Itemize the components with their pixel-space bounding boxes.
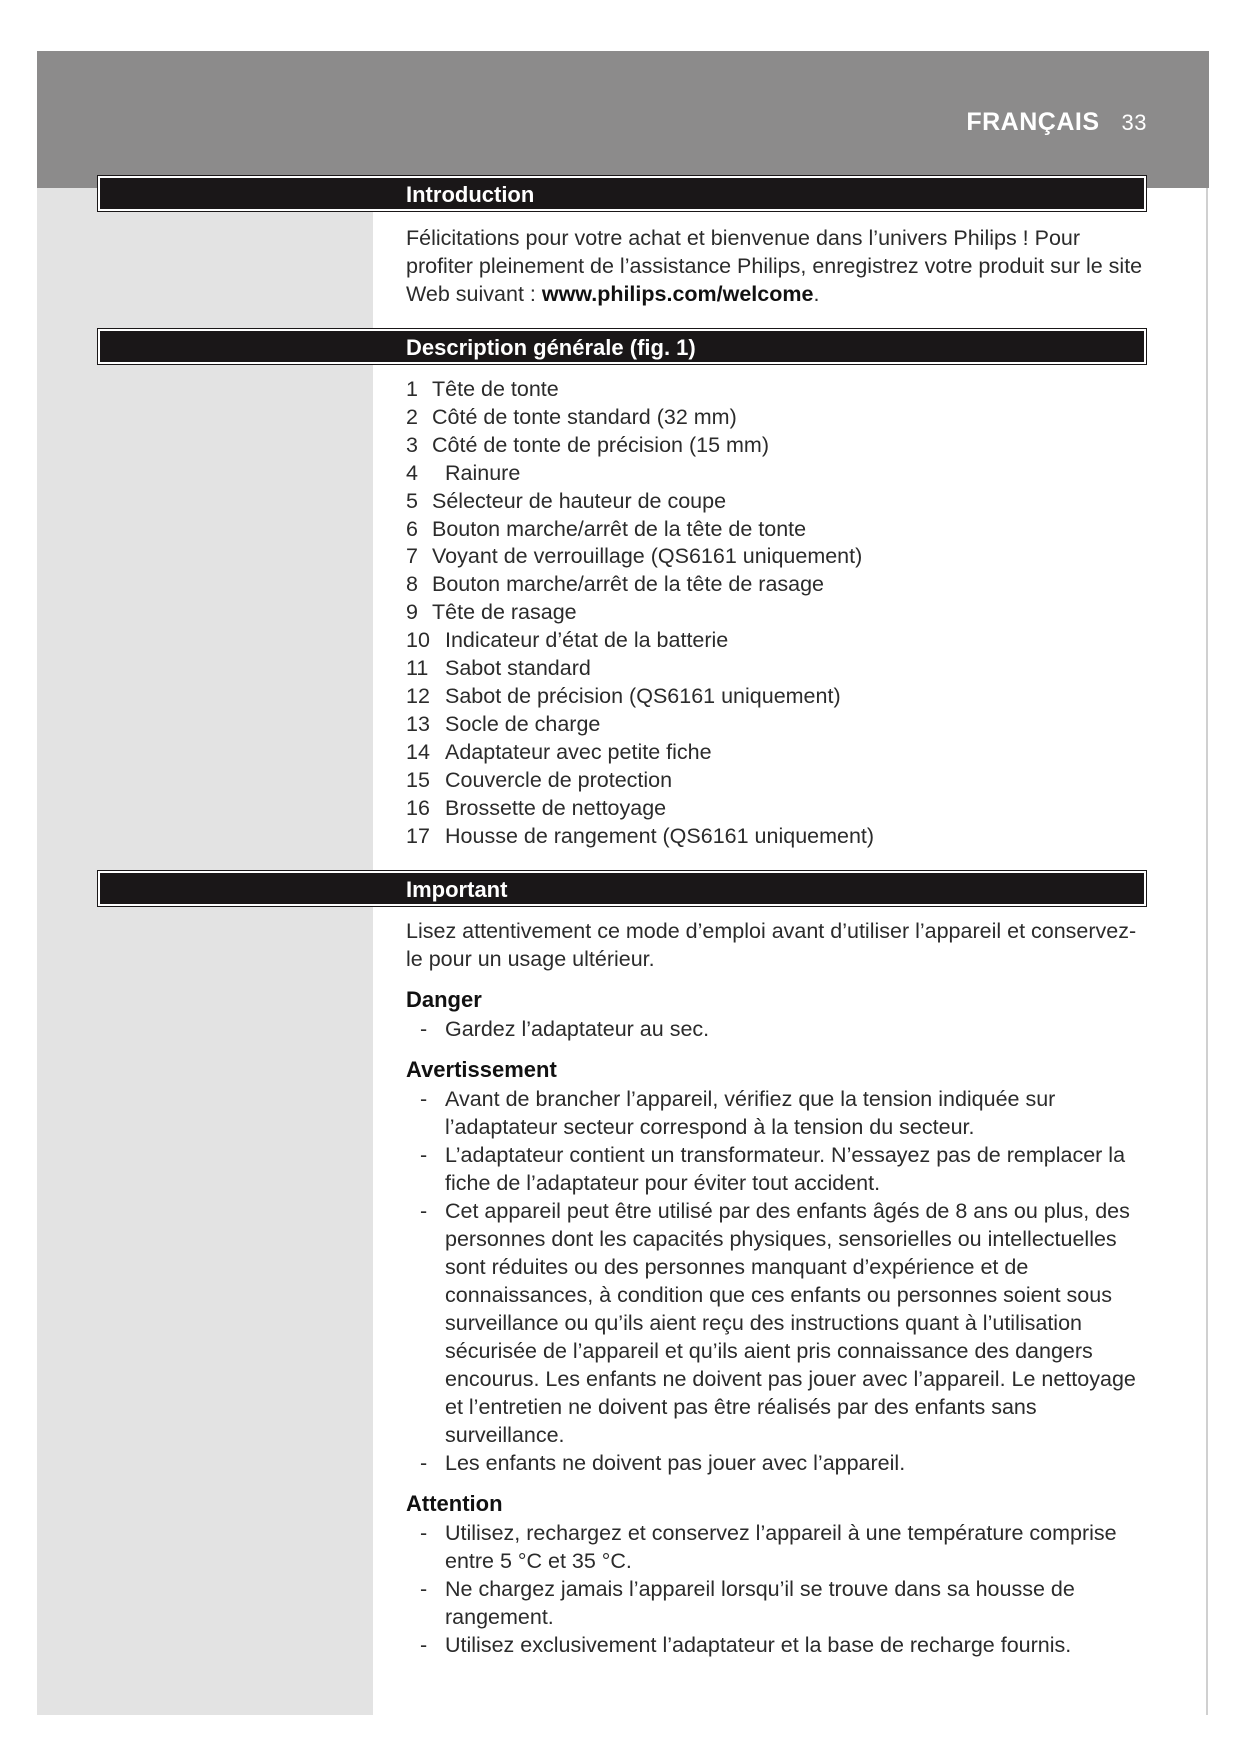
item-text: Voyant de verrouillage (QS6161 uniquement) (432, 544, 863, 569)
section-header-introduction (98, 176, 1146, 211)
list-item (406, 739, 1151, 767)
list-item: - Les enfants ne doivent pas jouer avec l’appareil. (406, 1449, 1151, 1477)
list-item: - L’adaptateur contient un transformateur. N’essayez pas de remplacer la fiche de l’adaptateur pour éviter tout accident. (406, 1141, 1151, 1197)
item-number: 9 (406, 600, 418, 625)
right-margin-rule (1206, 188, 1208, 1715)
section-title: Introduction (406, 182, 535, 207)
page-header (966, 108, 1147, 137)
list-item: - Gardez l’adaptateur au sec. (406, 1015, 1151, 1043)
list-item (406, 711, 1151, 739)
item-number: 2 (406, 404, 418, 429)
intro-text-end: . (813, 282, 820, 306)
page-number: 33 (1121, 110, 1147, 135)
item-text: Tête de tonte (432, 377, 559, 401)
caution-list (406, 1519, 1151, 1659)
item-text: Bouton marche/arrêt de la tête de tonte (432, 516, 807, 541)
item-number: 10 (406, 628, 430, 653)
warning-title: Avertissement (406, 1057, 557, 1082)
list-item: - Avant de brancher l’appareil, vérifiez que la tension indiquée sur l’adaptateur secteur correspond à la tension du secteur. (406, 1085, 1151, 1141)
item-text: Rainure (445, 460, 521, 485)
section-title: Important (406, 877, 508, 902)
item-text: Tête de rasage (432, 600, 577, 625)
item-number: 12 (406, 683, 430, 708)
item-number: 15 (406, 767, 430, 792)
danger-list (406, 1015, 1151, 1043)
item-text: Sélecteur de hauteur de coupe (432, 488, 727, 513)
list-item (406, 516, 1151, 544)
item-text: Sabot de précision (QS6161 uniquement) (445, 683, 841, 708)
language-label: FRANÇAIS (966, 108, 1100, 136)
item-number: 8 (406, 572, 418, 597)
list-item (406, 655, 1151, 683)
item-text: Côté de tonte standard (32 mm) (432, 404, 737, 429)
section-header-important (98, 871, 1146, 906)
list-item: - Utilisez exclusivement l’adaptateur et la base de recharge fournis. (406, 1631, 1151, 1659)
list-item (406, 823, 1151, 851)
left-margin-column (37, 188, 373, 1715)
item-number: 7 (406, 544, 418, 569)
important-section (406, 917, 1151, 1659)
list-item (406, 767, 1151, 795)
parts-list (406, 376, 1151, 850)
item-number: 16 (406, 795, 430, 820)
list-item (406, 460, 1151, 488)
list-item (406, 683, 1151, 711)
item-text: Indicateur d’état de la batterie (445, 628, 729, 653)
list-item (406, 404, 1151, 432)
list-item (406, 795, 1151, 823)
item-text: Côté de tonte de précision (15 mm) (432, 432, 769, 457)
list-item (406, 432, 1151, 460)
item-number: 6 (406, 516, 418, 541)
intro-section (406, 224, 1151, 308)
item-text: Brossette de nettoyage (445, 795, 667, 820)
item-text: Housse de rangement (QS6161 uniquement) (445, 823, 875, 848)
intro-paragraph (406, 224, 1151, 308)
item-text: Couvercle de protection (445, 767, 673, 792)
item-number: 17 (406, 823, 430, 848)
section-header-description (98, 329, 1146, 364)
section-title: Description générale (fig. 1) (406, 335, 696, 360)
list-item: - Utilisez, rechargez et conservez l’appareil à une température comprise entre 5 °C et 35 °C. (406, 1519, 1151, 1575)
item-number: 5 (406, 488, 418, 513)
list-item (406, 627, 1151, 655)
danger-title: Danger (406, 987, 482, 1012)
item-number: 11 (406, 656, 429, 681)
caution-title: Attention (406, 1491, 503, 1516)
item-number: 14 (406, 739, 430, 764)
item-number: 13 (406, 711, 430, 736)
warning-list (406, 1085, 1151, 1477)
list-item (406, 376, 1151, 404)
list-item (406, 543, 1151, 571)
list-item: - Ne chargez jamais l’appareil lorsqu’il se trouve dans sa housse de rangement. (406, 1575, 1151, 1631)
item-text: Adaptateur avec petite fiche (445, 739, 712, 764)
item-text: Bouton marche/arrêt de la tête de rasage (432, 572, 825, 597)
item-number: 4 (406, 460, 418, 485)
list-item (406, 488, 1151, 516)
item-text: Sabot standard (445, 656, 591, 681)
welcome-url: www.philips.com/welcome (541, 282, 814, 306)
important-intro: Lisez attentivement ce mode d’emploi avant d’utiliser l’appareil et conservez-le pour un usage ultérieur. (406, 919, 1137, 971)
item-number: 3 (406, 432, 418, 457)
intro-text: Félicitations pour votre achat et bienvenue dans l’univers Philips ! Pour profiter pleinement de l’assistance Philips, enregistrez votre produit sur le site Web suivant : (406, 226, 1143, 306)
description-section (406, 376, 1151, 850)
item-text: Socle de charge (445, 711, 601, 736)
item-number: 1 (406, 377, 418, 401)
list-item: - Cet appareil peut être utilisé par des enfants âgés de 8 ans ou plus, des personnes dont les capacités physiques, sensorielles ou intellectuelles sont réduites ou des personnes manquant d’expérience et de connaissances, à condition que ces enfants ou personnes soient sous surveillance ou qu’ils aient reçu des instructions quant à l’utilisation sécurisée de l’appareil et qu’ils aient pris connaissance des dangers encourus. Les enfants ne doivent pas jouer avec l’appareil. Le nettoyage et l’entretien ne doivent pas être réalisés par des enfants sans surveillance. (406, 1197, 1151, 1449)
list-item (406, 571, 1151, 599)
list-item (406, 599, 1151, 627)
